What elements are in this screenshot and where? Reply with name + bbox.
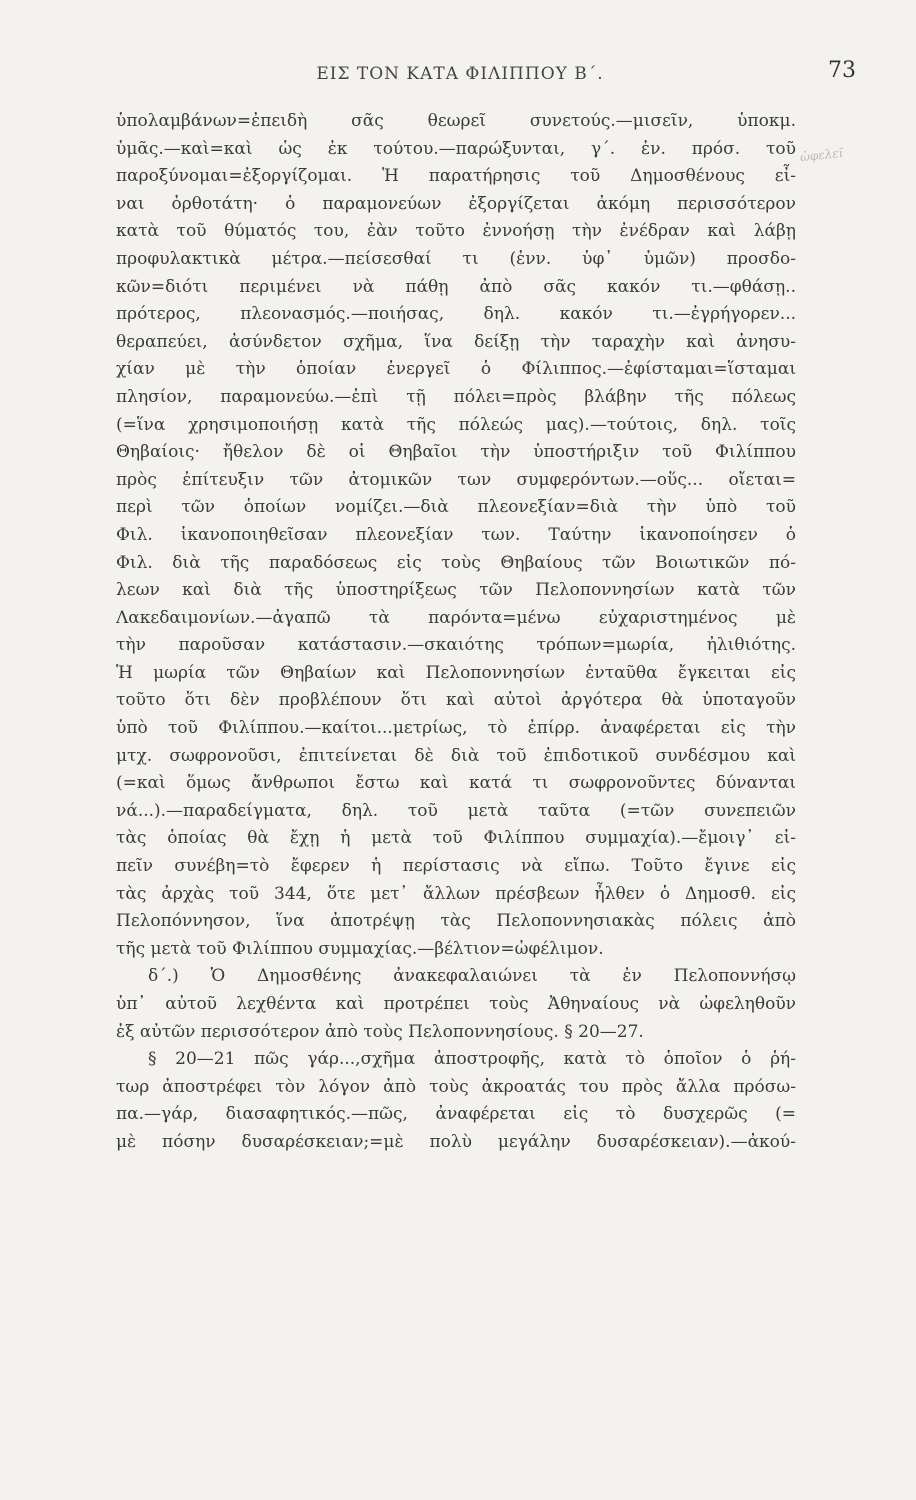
commentary-text	[116, 108, 796, 1157]
text-line: ὑμᾶς.—καὶ=καὶ ὡς ἐκ τούτου.—παρώξυνται, γ΄. ἐν. πρόσ. τοῦ	[116, 138, 796, 159]
margin-handwritten-note: ὠφελεῖ	[799, 145, 845, 165]
text-line: ναι ὀρθοτάτη· ὁ παραμονεύων ἐξοργίζεται ἀκόμη περισσότερον	[116, 193, 796, 214]
text-line: ὑπολαμβάνων=ἐπειδὴ σᾶς θεωρεῖ συνετούς.—μισεῖν, ὑποκμ.	[116, 111, 796, 131]
text-line: Λακεδαιμονίων.—ἀγαπῶ τὰ παρόντα=μένω εὐχαριστημένος μὲ	[116, 607, 796, 628]
text-line: προφυλακτικὰ μέτρα.—πείσεσθαί τι (ἐνν. ὑφ᾽ ὑμῶν) προσδο-	[116, 248, 796, 269]
text-line: τὰς ἀρχὰς τοῦ 344, ὅτε μετ᾽ ἄλλων πρέσβεων ἦλθεν ὁ Δημοσθ. εἰς	[116, 883, 796, 904]
text-line: δ΄.) Ὁ Δημοσθένης ἀνακεφαλαιώνει τὰ ἐν Πελοποννήσῳ	[148, 966, 796, 987]
text-line: ὑπ᾽ αὐτοῦ λεχθέντα καὶ προτρέπει τοὺς Ἀθηναίους νὰ ὠφεληθοῦν	[116, 994, 796, 1014]
text-line: λεων καὶ διὰ τῆς ὑποστηρίξεως τῶν Πελοποννησίων κατὰ τῶν	[116, 580, 796, 601]
text-line: κατὰ τοῦ θύματός του, ἐὰν τοῦτο ἐννοήσῃ τὴν ἐνέδραν καὶ λάβῃ	[116, 221, 796, 242]
text-line: πρὸς ἐπίτευξιν τῶν ἀτομικῶν των συμφερόντων.—οὕς... οἴεται=	[116, 469, 796, 490]
text-line: (=καὶ ὅμως ἄνθρωποι ἔστω καὶ κατά τι σωφρονοῦντες δύνανται	[116, 773, 796, 794]
text-line: Φιλ. ἱκανοποιηθεῖσαν πλεονεξίαν των. Ταύτην ἱκανοποίησεν ὁ	[116, 524, 796, 545]
text-line: ὑπὸ τοῦ Φιλίππου.—καίτοι...μετρίως, τὸ ἐπίρρ. ἀναφέρεται εἰς τὴν	[116, 718, 796, 739]
text-line: Ἡ μωρία τῶν Θηβαίων καὶ Πελοποννησίων ἐνταῦθα ἔγκειται εἰς	[116, 662, 796, 683]
text-line: παροξύνομαι=ἐξοργίζομαι. Ἡ παρατήρησις τοῦ Δημοσθένους εἶ-	[116, 166, 796, 187]
text-line: τωρ ἀποστρέφει τὸν λόγον ἀπὸ τοὺς ἀκροατάς του πρὸς ἄλλα πρόσω-	[116, 1076, 796, 1097]
text-line: μτχ. σωφρονοῦσι, ἐπιτείνεται δὲ διὰ τοῦ ἐπιδοτικοῦ συνδέσμου καὶ	[116, 745, 796, 766]
text-line: τοῦτο ὅτι δὲν προβλέπουν ὅτι καὶ αὐτοὶ ἀργότερα θὰ ὑποταγοῦν	[116, 690, 796, 711]
text-line: θεραπεύει, ἀσύνδετον σχῆμα, ἵνα δείξῃ τὴν ταραχὴν καὶ ἀνησυ-	[116, 331, 796, 352]
text-line: τὰς ὁποίας θὰ ἔχῃ ἡ μετὰ τοῦ Φιλίππου συμμαχία).—ἔμοιγ᾽ εἰ-	[116, 828, 796, 849]
text-line: νά...).—παραδείγματα, δηλ. τοῦ μετὰ ταῦτα (=τῶν συνεπειῶν	[116, 800, 796, 821]
page-number: 73	[828, 58, 856, 83]
running-title: ΕΙΣ ΤΟΝ ΚΑΤΑ ΦΙΛΙΠΠΟΥ Β΄.	[316, 64, 604, 84]
text-line: πρότερος, πλεονασμός.—ποιήσας, δηλ. κακόν τι.—ἐγρήγορεν...	[116, 304, 796, 325]
text-line: τὴν παροῦσαν κατάστασιν.—σκαιότης τρόπων=μωρία, ἠλιθιότης.	[116, 635, 796, 656]
text-line: τῆς μετὰ τοῦ Φιλίππου συμμαχίας.—βέλτιον=ὠφέλιμον.	[116, 938, 604, 959]
text-line: πλησίον, παραμονεύω.—ἐπὶ τῇ πόλει=πρὸς βλάβην τῆς πόλεως	[116, 386, 796, 407]
text-line: Πελοπόννησον, ἵνα ἀποτρέψῃ τὰς Πελοποννησιακὰς πόλεις ἀπὸ	[116, 911, 796, 932]
text-line: ἐξ αὐτῶν περισσότερον ἀπὸ τοὺς Πελοποννησίους. § 20—27.	[116, 1021, 644, 1042]
text-line: πα.—γάρ, διασαφητικός.—πῶς, ἀναφέρεται εἰς τὸ δυσχερῶς (=	[116, 1104, 796, 1125]
text-line: χίαν μὲ τὴν ὁποίαν ἐνεργεῖ ὁ Φίλιππος.—ἐφίσταμαι=ἵσταμαι	[116, 359, 796, 380]
text-line: Θηβαίοις· ἤθελον δὲ οἱ Θηβαῖοι τὴν ὑποστήριξιν τοῦ Φιλίππου	[116, 442, 796, 463]
text-line: περὶ τῶν ὁποίων νομίζει.—διὰ πλεονεξίαν=διὰ τὴν ὑπὸ τοῦ	[116, 497, 796, 518]
text-line: μὲ πόσην δυσαρέσκειαν;=μὲ πολὺ μεγάλην δυσαρέσκειαν).—ἀκού-	[116, 1131, 796, 1152]
text-line: Φιλ. διὰ τῆς παραδόσεως εἰς τοὺς Θηβαίους τῶν Βοιωτικῶν πό-	[116, 552, 796, 573]
text-line: § 20—21 πῶς γάρ...,σχῆμα ἀποστροφῆς, κατὰ τὸ ὁποῖον ὁ ῥή-	[148, 1049, 796, 1070]
text-line: κῶν=διότι περιμένει νὰ πάθῃ ἀπὸ σᾶς κακόν τι.—φθάσῃ..	[116, 276, 796, 297]
text-line: πεῖν συνέβη=τὸ ἔφερεν ἡ περίστασις νὰ εἴπω. Τοῦτο ἔγινε εἰς	[116, 856, 796, 877]
page-header	[100, 52, 856, 92]
text-line: (=ἵνα χρησιμοποιήσῃ κατὰ τῆς πόλεώς μας).—τούτοις, δηλ. τοῖς	[116, 414, 796, 435]
